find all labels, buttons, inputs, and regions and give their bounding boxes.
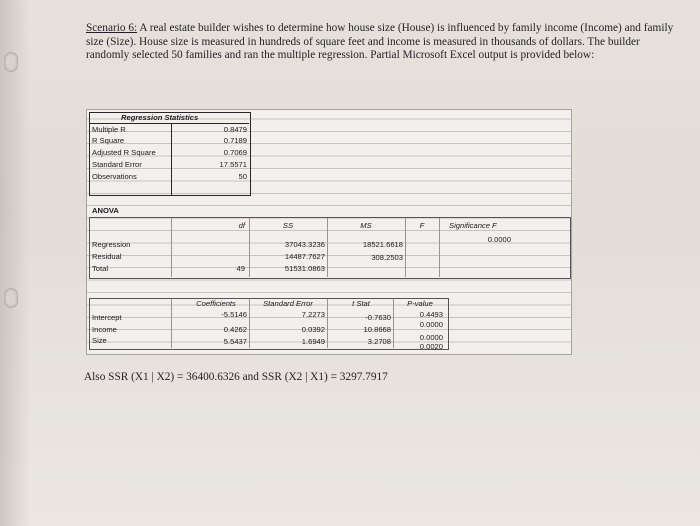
coef-row-label: Size [92,336,107,345]
anova-table-box [89,217,571,279]
coef-p: 0.0000 [419,320,443,329]
anova-header-ms: MS [360,221,372,230]
divider [327,299,328,348]
coef-row-label: Income [92,325,117,334]
coef-header-p-value: P-value [407,299,433,308]
stat-value: 0.7069 [223,148,247,157]
stat-value: 0.8479 [223,125,247,134]
stat-label: Adjusted R Square [92,148,156,157]
regression-statistics-title: Regression Statistics [121,113,199,122]
divider [393,299,394,348]
divider [171,299,172,348]
divider [249,299,250,348]
binder-hole [4,288,18,308]
stat-value: 50 [238,172,247,181]
anova-ms: 308.2503 [371,253,403,262]
stat-value: 0.7189 [223,136,247,145]
divider [249,218,250,277]
coef-se: 1.6949 [301,337,325,346]
scenario-body: A real estate builder wishes to determine how house size (House) is influenced by family income (Income) and family size (Size). House size is measured in hundreds of square feet and income is measured in thousands of dollars. The builder randomly selected 50 families and ran the multiple regression. Partial Microsoft Excel output is provided below: [86,22,674,62]
coef-se: 7.2273 [301,310,325,319]
coef-p-income: 0.0000 [419,333,443,342]
anova-significance: 0.0000 [487,235,511,244]
coef-row-label: Intercept [92,313,122,322]
stat-label: Observations [92,172,137,181]
divider [439,218,440,277]
coef-header-coefficients: Coefficients [196,299,236,308]
scenario-text [86,22,676,63]
stat-value: 17.5571 [219,160,247,169]
coef-t: -0.7630 [365,313,391,322]
anova-row-label: Regression [92,240,131,249]
coef-header-standard-error: Standard Error [263,299,313,308]
coef-t: 10.8668 [363,325,391,334]
anova-row-label: Residual [92,252,122,261]
stat-label: Multiple R [92,125,126,134]
anova-ms: 18521.6618 [362,240,403,249]
coef-value: 5.5437 [223,337,247,346]
coef-t: 3.2708 [367,337,391,346]
stat-label: R Square [92,136,125,145]
binder-hole [4,52,18,72]
coef-p: 0.4493 [419,310,443,319]
coef-p: 0.0020 [419,342,443,351]
divider [171,123,172,195]
coef-se: 0.0392 [301,325,325,334]
anova-header-significance: Significance F [449,221,497,230]
anova-ss: 14487.7627 [284,252,325,261]
anova-title: ANOVA [92,206,119,215]
coef-value: 0.4262 [223,325,247,334]
anova-row-label: Total [92,264,109,273]
coef-value: -5.5146 [221,310,247,319]
ssr-line: Also SSR (X1 | X2) = 36400.6326 and SSR (X2 | X1) = 3297.7917 [84,371,388,383]
coef-header-t-stat: t Stat [352,299,370,308]
stat-label: Standard Error [92,160,142,169]
divider [327,218,328,277]
anova-header-df: df [238,221,245,230]
anova-df: 49 [236,264,245,273]
anova-header-f: F [419,221,425,230]
regression-output-sheet [86,109,572,355]
left-shadow [0,0,30,526]
anova-header-ss: SS [282,221,294,230]
anova-ss: 51531.0863 [284,264,325,273]
divider [171,218,172,277]
anova-ss: 37043.3236 [284,240,325,249]
scenario-label: Scenario 6: [86,22,138,34]
